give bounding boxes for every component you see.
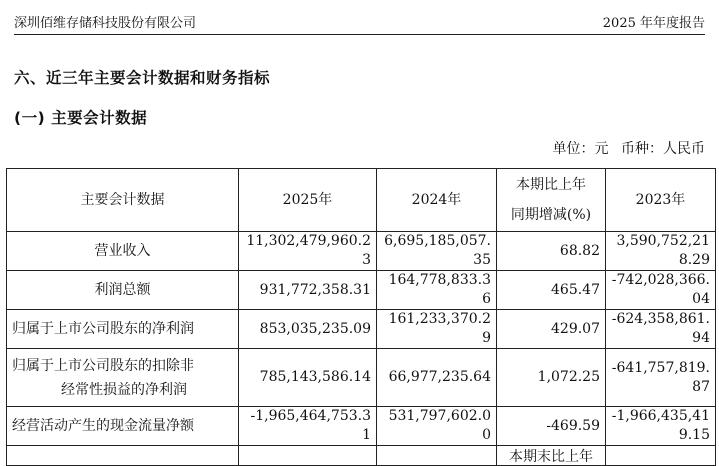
col-header-change — [497, 169, 606, 232]
col-header-2025: 2025年 — [239, 169, 377, 232]
unit-line — [545, 138, 705, 158]
cell-empty — [606, 446, 716, 466]
col-header-2023: 2023年 — [606, 169, 716, 232]
currency-label: 币种：人民币 — [621, 141, 705, 157]
cell-2023: -641,757,819.87 — [606, 349, 716, 407]
row-label: 归属于上市公司股东的净利润 — [7, 310, 239, 349]
cell-2024: 164,778,833.36 — [377, 271, 497, 310]
cell-change: -469.59 — [497, 407, 606, 446]
row-label-line2: 经常性损益的净利润 — [61, 381, 187, 398]
col-header-2024: 2024年 — [377, 169, 497, 232]
table-row — [7, 407, 716, 446]
cell-2023: 3,590,752,218.29 — [606, 232, 716, 271]
cell-2025: 11,302,479,960.23 — [239, 232, 377, 271]
cell-2024: 6,695,185,057.35 — [377, 232, 497, 271]
cell-change: 465.47 — [497, 271, 606, 310]
cell-change: 1,072.25 — [497, 349, 606, 407]
row-label — [7, 349, 239, 407]
cell-empty — [7, 446, 239, 466]
cell-2024: 66,977,235.64 — [377, 349, 497, 407]
table-row — [7, 349, 716, 407]
cell-empty — [239, 446, 377, 466]
cell-2025: 853,035,235.09 — [239, 310, 377, 349]
section-title: 六、近三年主要会计数据和财务指标 — [14, 69, 271, 87]
cell-change: 429.07 — [497, 310, 606, 349]
col-header-item: 主要会计数据 — [7, 169, 239, 232]
cell-2023: -624,358,861.94 — [606, 310, 716, 349]
row-label: 经营活动产生的现金流量净额 — [7, 407, 239, 446]
cell-2025: 931,772,358.31 — [239, 271, 377, 310]
cell-change: 68.82 — [497, 232, 606, 271]
unit-label: 单位：元 — [552, 141, 609, 157]
cell-2024: 531,797,602.00 — [377, 407, 497, 446]
partial-next-header: 本期末比上年 — [497, 446, 606, 466]
accounting-data-table — [6, 168, 716, 466]
report-title: 2025 年年度报告 — [602, 16, 705, 31]
table-header-row — [7, 169, 716, 232]
cell-empty — [377, 446, 497, 466]
subsection-title: (一) 主要会计数据 — [14, 109, 148, 127]
table-row — [7, 310, 716, 349]
cell-2025: 785,143,586.14 — [239, 349, 377, 407]
col-header-change-line2: 同期增减(%) — [510, 207, 592, 223]
cell-2025: -1,965,464,753.31 — [239, 407, 377, 446]
row-label-line1: 归属于上市公司股东的扣除非 — [12, 357, 194, 374]
table-row-partial — [7, 446, 716, 466]
cell-2024: 161,233,370.29 — [377, 310, 497, 349]
cell-2023: -742,028,366.04 — [606, 271, 716, 310]
row-label: 利润总额 — [7, 271, 239, 310]
table-row — [7, 232, 716, 271]
row-label: 营业收入 — [7, 232, 239, 271]
table-row — [7, 271, 716, 310]
page-header — [14, 12, 705, 36]
col-header-change-line1: 本期比上年 — [516, 177, 586, 193]
cell-2023: -1,966,435,419.15 — [606, 407, 716, 446]
header-rule — [14, 34, 705, 35]
company-name: 深圳佰维存储科技股份有限公司 — [14, 16, 197, 31]
